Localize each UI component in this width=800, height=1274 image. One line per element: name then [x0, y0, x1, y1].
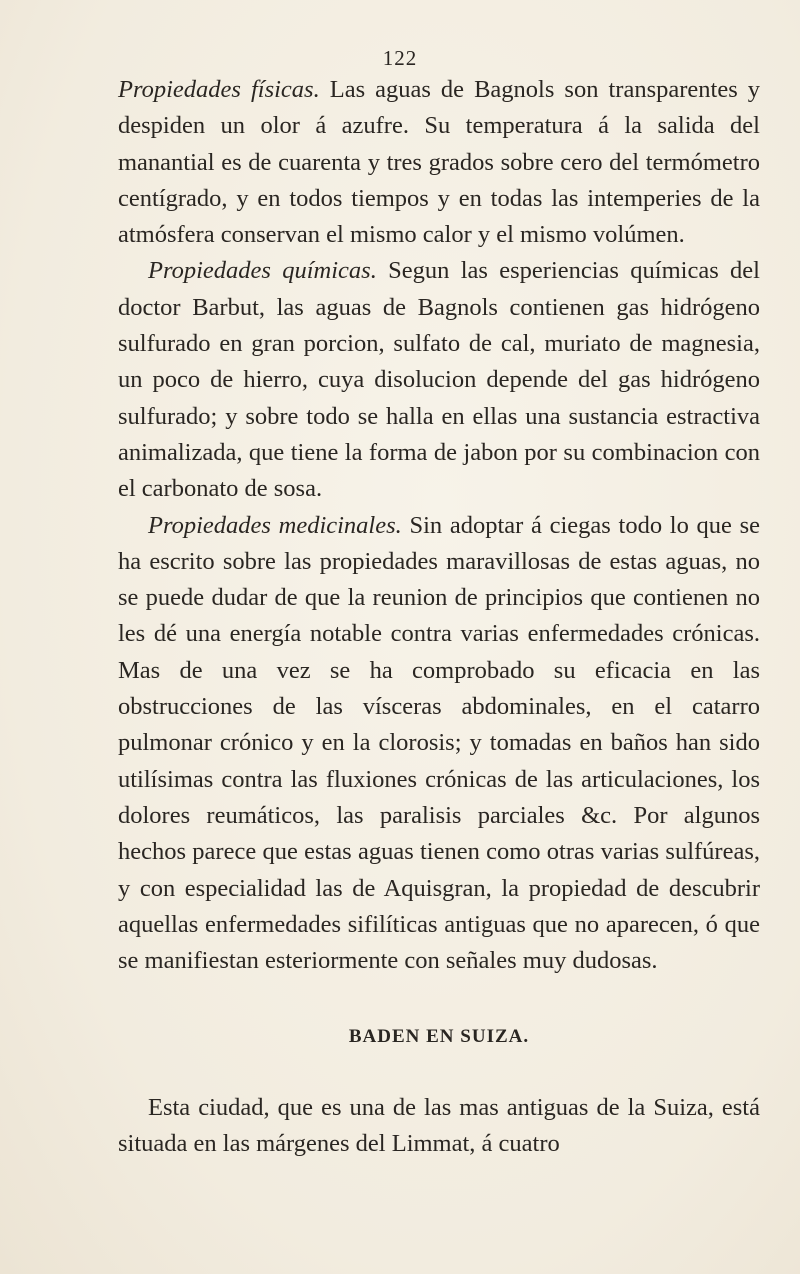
paragraph-physical-properties	[118, 72, 760, 253]
paragraph-lead: Propiedades químicas.	[148, 257, 377, 285]
paragraph-section-intro: Esta ciudad, que es una de las mas antiguas de la Suiza, está situada en las márgenes del Limmat, á cuatro	[118, 1093, 760, 1158]
page-number: 122	[382, 46, 418, 70]
paragraph-lead: Propiedades físicas.	[118, 76, 320, 103]
paragraph-lead: Propiedades medicinales.	[148, 511, 402, 539]
paragraph-chemical-properties	[118, 253, 760, 507]
body-text	[118, 72, 760, 1162]
paragraph-text: Las aguas de Bagnols son transparentes y despiden un olor á azufre. Su temperatura á la salida del manantial es de cuarenta y tres grados sobre cero del termómetro centígrado, y en todos tiempos y en todas las intemperies de la atmósfera conservan el mismo calor y el mismo volúmen.	[118, 76, 761, 249]
paragraph-text: Sin adoptar á ciegas todo lo que se ha escrito sobre las propiedades maravillosas de estas aguas, no se puede dudar de que la reunion de principios que contienen no les dé una energía notable contra varias enfermedades crónicas. Mas de una vez se ha comprobado su eficacia en las obstrucciones de las vísceras abdominales, en el catarro pulmonar crónico y en la clorosis; y tomadas en baños han sido utilísimas contra las fluxiones crónicas de las articulaciones, los dolores reumáticos, las paralisis parciales &c. Por algunos hechos parece que estas aguas tienen como otras varias sulfúreas, y con especialidad las de Aquisgran, la propiedad de descubrir aquellas enfermedades sifilíticas antiguas que no aparecen, ó que se manifiestan esteriormente con señales muy dudosas.	[118, 511, 760, 975]
section-heading: BADEN EN SUIZA.	[348, 1026, 530, 1048]
paragraph-text: Segun las esperiencias químicas del doctor Barbut, las aguas de Bagnols contienen gas hidrógeno sulfurado en gran porcion, sulfato de cal, muriato de magnesia, un poco de hierro, cuya disolucion depende del gas hidrógeno sulfurado; y sobre todo se halla en ellas una sustancia estractiva animalizada, que tiene la forma de jabon por su combinacion con el carbonato de sosa.	[118, 257, 760, 503]
paragraph-medicinal-properties	[118, 508, 760, 980]
